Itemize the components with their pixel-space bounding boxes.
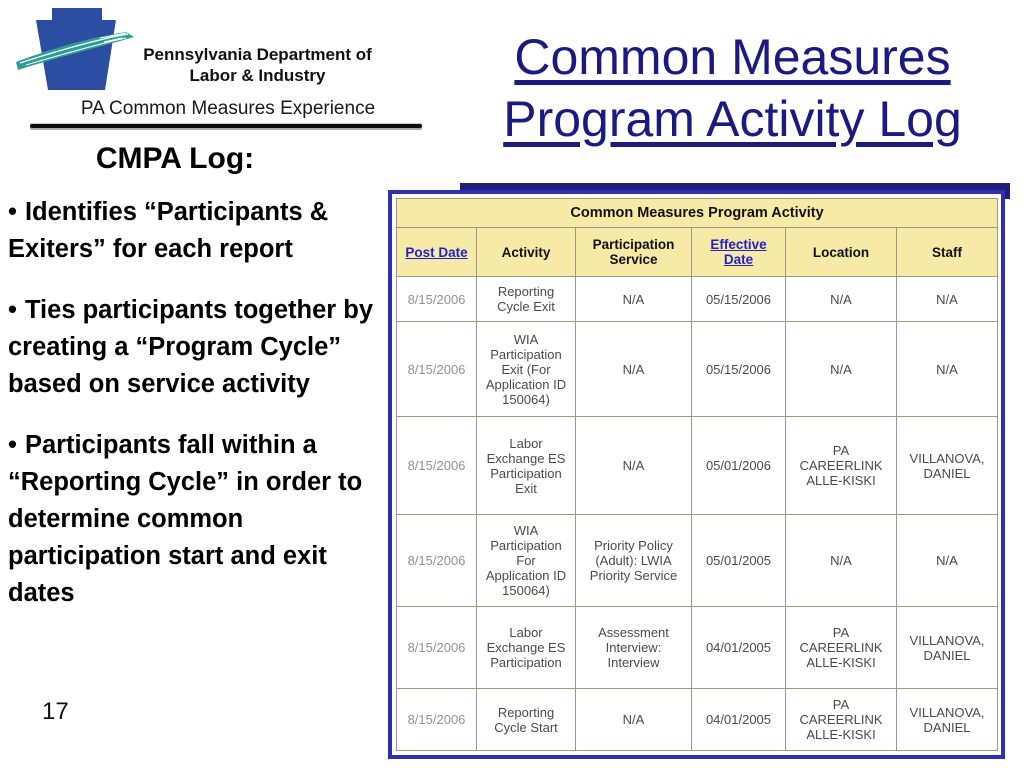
cell-location: PA CAREERLINK ALLE-KISKI — [786, 417, 897, 515]
table-row — [397, 515, 998, 607]
cell-location: N/A — [786, 322, 897, 417]
cell-location: N/A — [786, 277, 897, 322]
cell-staff: VILLANOVA, DANIEL — [897, 417, 998, 515]
cell-activity: Labor Exchange ES Participation — [477, 607, 576, 689]
post-date-sort-link[interactable]: Post Date — [405, 244, 468, 260]
bullet-item-3 — [8, 427, 382, 612]
pa-keystone-logo-icon — [14, 6, 136, 92]
cell-post-date: 8/15/2006 — [397, 689, 477, 751]
cell-effective-date: 05/01/2005 — [692, 515, 786, 607]
slide-header — [0, 0, 445, 135]
cell-activity: Reporting Cycle Start — [477, 689, 576, 751]
cell-participation-service: N/A — [576, 277, 692, 322]
cell-staff: VILLANOVA, DANIEL — [897, 689, 998, 751]
cell-post-date: 8/15/2006 — [397, 277, 477, 322]
cell-location: N/A — [786, 515, 897, 607]
table-header-row — [397, 228, 998, 277]
cell-participation-service: Assessment Interview: Interview — [576, 607, 692, 689]
cell-effective-date: 05/01/2006 — [692, 417, 786, 515]
bullet-item-1 — [8, 194, 382, 268]
cell-staff: N/A — [897, 322, 998, 417]
column-header-location: Location — [786, 228, 897, 277]
cell-participation-service: Priority Policy (Adult): LWIA Priority Service — [576, 515, 692, 607]
cell-activity: WIA Participation Exit (For Application ID 150064) — [477, 322, 576, 417]
cell-staff: VILLANOVA, DANIEL — [897, 607, 998, 689]
bullet-marker: • — [8, 431, 17, 459]
bullet-item-2 — [8, 292, 382, 403]
bullet-text-2: Ties participants together by creating a “Program Cycle” based on service activity — [8, 296, 374, 398]
activity-log-screenshot — [388, 183, 1005, 759]
column-header-effective-date[interactable] — [692, 228, 786, 277]
cell-location: PA CAREERLINK ALLE-KISKI — [786, 607, 897, 689]
cell-effective-date: 05/15/2006 — [692, 277, 786, 322]
cell-activity: Labor Exchange ES Participation Exit — [477, 417, 576, 515]
cell-effective-date: 05/15/2006 — [692, 322, 786, 417]
cell-staff: N/A — [897, 277, 998, 322]
slide-title — [450, 26, 1015, 150]
cell-activity: Reporting Cycle Exit — [477, 277, 576, 322]
org-name — [140, 44, 375, 86]
slide-title-line1: Common Measures — [514, 29, 951, 85]
cell-post-date: 8/15/2006 — [397, 322, 477, 417]
page-number: 17 — [42, 698, 69, 725]
bullet-marker: • — [8, 198, 17, 226]
panel-heading: CMPA Log: — [95, 142, 255, 175]
column-header-staff: Staff — [897, 228, 998, 277]
cell-participation-service: N/A — [576, 417, 692, 515]
table-title: Common Measures Program Activity — [397, 199, 998, 228]
cell-post-date: 8/15/2006 — [397, 417, 477, 515]
column-header-participation-service: Participation Service — [576, 228, 692, 277]
column-header-post-date[interactable] — [397, 228, 477, 277]
slide-title-line2: Program Activity Log — [503, 91, 962, 147]
effective-date-sort-link[interactable]: Effective Date — [710, 237, 767, 267]
bullet-text-1: Identifies “Participants & Exiters” for each report — [8, 198, 329, 263]
column-header-activity: Activity — [477, 228, 576, 277]
table-row — [397, 277, 998, 322]
left-text-panel — [8, 142, 382, 636]
cell-effective-date: 04/01/2005 — [692, 607, 786, 689]
table-row — [397, 607, 998, 689]
table-row — [397, 689, 998, 751]
cell-activity: WIA Participation For Application ID 150064) — [477, 515, 576, 607]
bullet-text-3: Participants fall within a “Reporting Cycle” in order to determine common participation start and exit dates — [8, 431, 363, 607]
cell-effective-date: 04/01/2005 — [692, 689, 786, 751]
table-row — [397, 417, 998, 515]
cell-participation-service: N/A — [576, 689, 692, 751]
cell-location: PA CAREERLINK ALLE-KISKI — [786, 689, 897, 751]
cell-staff: N/A — [897, 515, 998, 607]
header-divider-line — [30, 124, 422, 128]
table-row — [397, 322, 998, 417]
cmpa-activity-table — [396, 198, 998, 751]
presentation-subtitle: PA Common Measures Experience — [80, 98, 376, 119]
cell-post-date: 8/15/2006 — [397, 607, 477, 689]
org-name-line1: Pennsylvania Department of — [143, 45, 372, 64]
org-name-line2: Labor & Industry — [189, 66, 326, 85]
table-frame — [388, 190, 1005, 759]
cell-participation-service: N/A — [576, 322, 692, 417]
cell-post-date: 8/15/2006 — [397, 515, 477, 607]
bullet-marker: • — [8, 296, 17, 324]
